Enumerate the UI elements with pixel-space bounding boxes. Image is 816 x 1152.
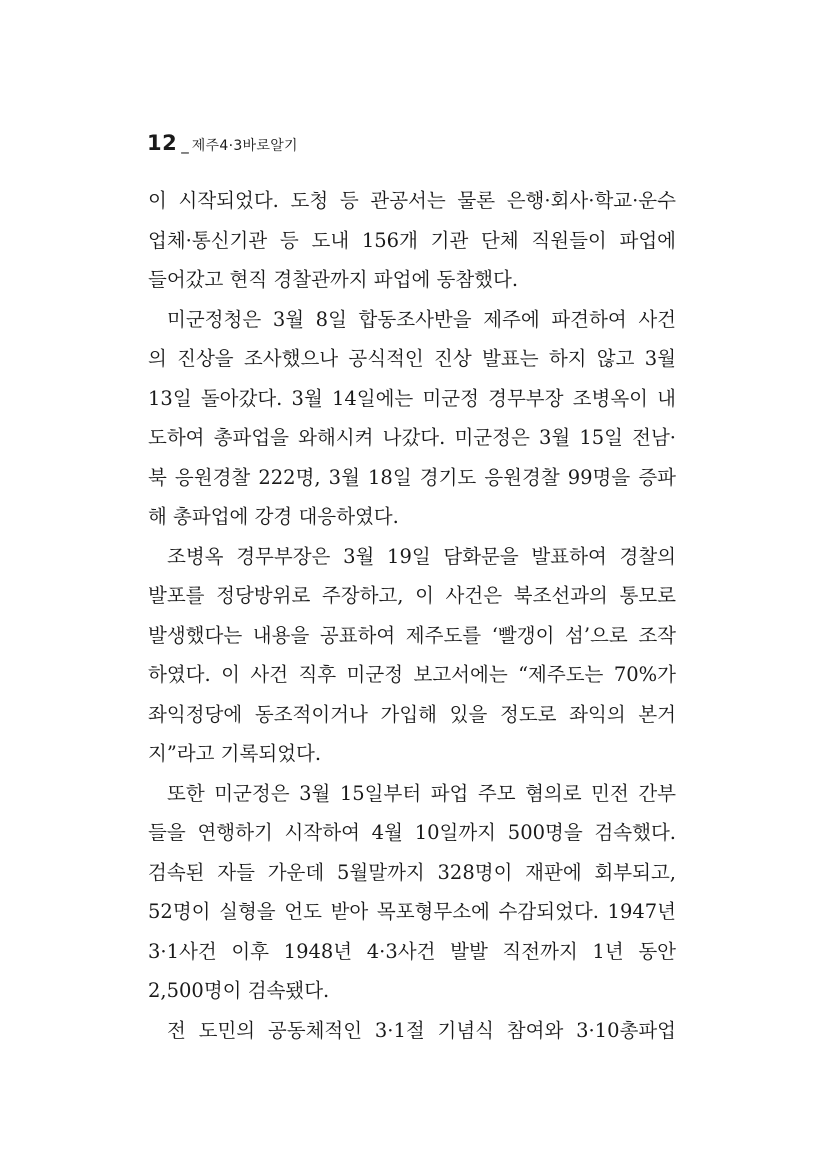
text-line: 또한 미군정은 3월 15일부터 파업 주모 혐의로 민전 간부 bbox=[167, 781, 676, 805]
text-line: 발포를 정당방위로 주장하고, 이 사건은 북조선과의 통모로 bbox=[148, 584, 676, 607]
text-line: 미군정청은 3월 8일 합동조사반을 제주에 파견하여 사건 bbox=[167, 307, 676, 331]
text-line: 발생했다는 내용을 공표하여 제주도를 ‘빨갱이 섬’으로 조작 bbox=[148, 623, 676, 647]
text-line: 하였다. 이 사건 직후 미군정 보고서에는 “제주도는 70%가 bbox=[148, 663, 676, 686]
header-separator: _ bbox=[181, 136, 189, 154]
text-line: 전 도민의 공동체적인 3·1절 기념식 참여와 3·10총파업 bbox=[167, 1018, 676, 1042]
text-line: 좌익정당에 동조적이거나 가입해 있을 정도로 좌익의 본거 bbox=[148, 702, 676, 726]
body-text bbox=[148, 181, 676, 1050]
paragraph bbox=[148, 1011, 676, 1051]
text-line: 검속된 자들 가운데 5월말까지 328명이 재판에 회부되고, bbox=[148, 860, 676, 884]
paragraph bbox=[148, 181, 676, 300]
text-line: 2,500명이 검속됐다. bbox=[148, 979, 330, 1002]
text-line: 도하여 총파업을 와해시켜 나갔다. 미군정은 3월 15일 전남· bbox=[148, 426, 676, 449]
text-line: 52명이 실형을 언도 받아 목포형무소에 수감되었다. 1947년 bbox=[148, 900, 676, 923]
text-line: 이 시작되었다. 도청 등 관공서는 물론 은행·회사·학교·운수 bbox=[148, 189, 676, 212]
text-line: 지”라고 기록되었다. bbox=[148, 742, 322, 765]
paragraph bbox=[148, 537, 676, 774]
running-header bbox=[147, 131, 298, 155]
text-line: 13일 돌아갔다. 3월 14일에는 미군정 경무부장 조병옥이 내 bbox=[148, 386, 676, 410]
text-line: 해 총파업에 강경 대응하였다. bbox=[148, 505, 399, 528]
text-line: 조병옥 경무부장은 3월 19일 담화문을 발표하여 경찰의 bbox=[167, 544, 676, 568]
paragraph bbox=[148, 300, 676, 537]
book-title: 제주4·3바로알기 bbox=[191, 138, 298, 154]
text-line: 들어갔고 현직 경찰관까지 파업에 동참했다. bbox=[148, 268, 519, 291]
page-number: 12 bbox=[147, 131, 178, 155]
text-line: 3·1사건 이후 1948년 4·3사건 발발 직전까지 1년 동안 bbox=[148, 939, 676, 963]
paragraph bbox=[148, 774, 676, 1011]
text-line: 의 진상을 조사했으나 공식적인 진상 발표는 하지 않고 3월 bbox=[148, 347, 676, 370]
text-line: 업체·통신기관 등 도내 156개 기관 단체 직원들이 파업에 bbox=[148, 228, 676, 252]
text-line: 들을 연행하기 시작하여 4월 10일까지 500명을 검속했다. bbox=[148, 821, 676, 844]
text-line: 북 응원경찰 222명, 3월 18일 경기도 응원경찰 99명을 증파 bbox=[148, 465, 676, 489]
